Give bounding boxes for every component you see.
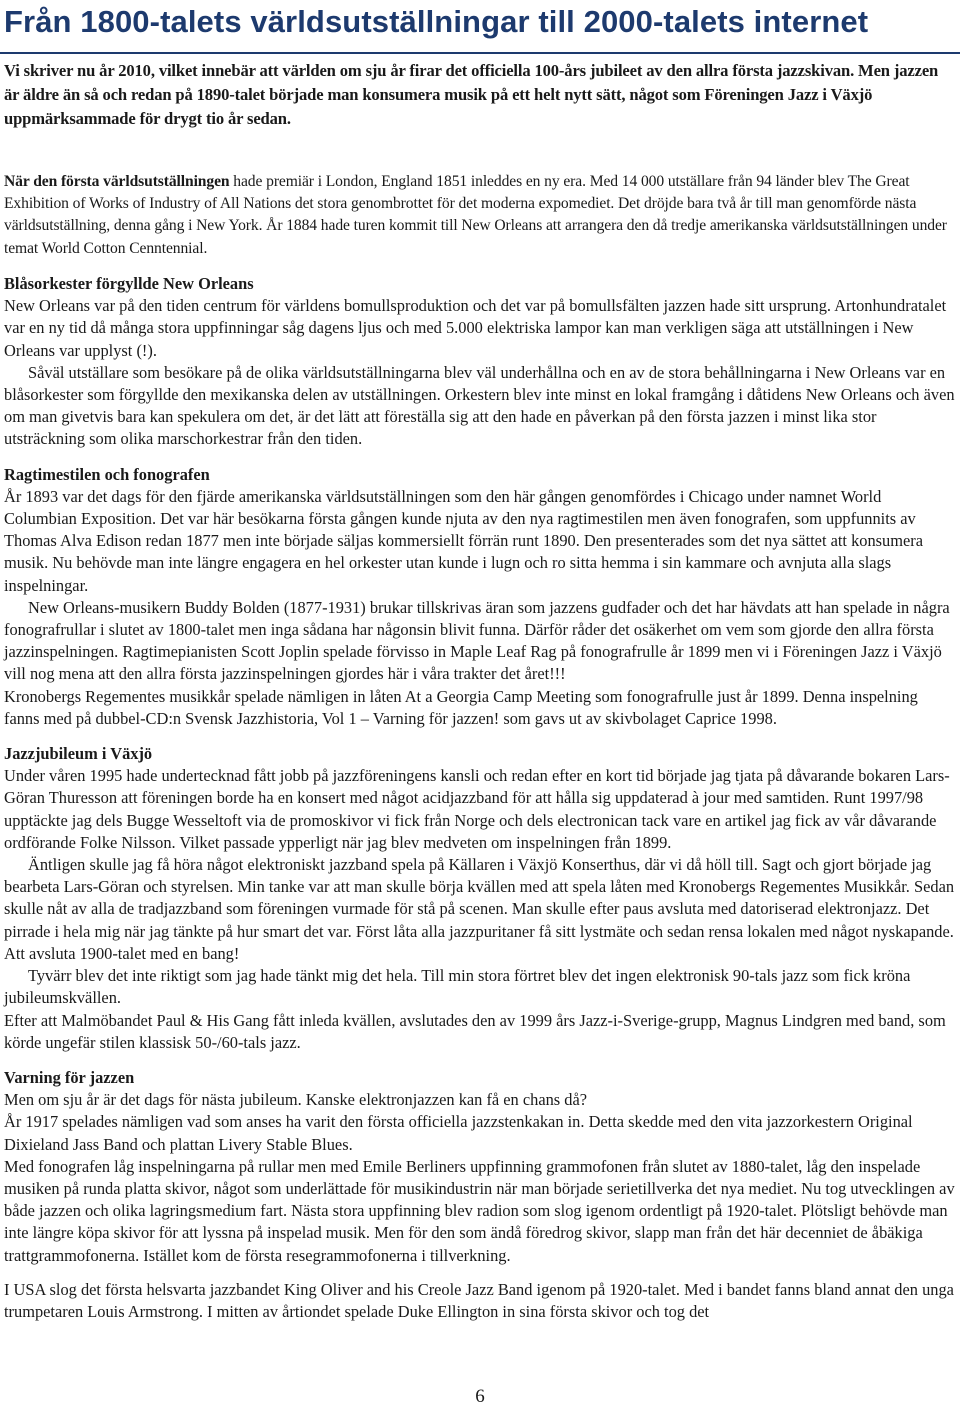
title-divider	[0, 52, 960, 54]
page-number: 6	[475, 1386, 485, 1407]
paragraph: New Orleans-musikern Buddy Bolden (1877-1931) brukar tillskrivas äran som jazzens gudfader och det har hävdats att han spelade in några fonografrullar i slutet av 1800-talet men inga sådana har någonsin blivit funna. Därför råder det osäkerhet om vem som gjorde den allra första jazzinspelningen. Ragtimepianisten Scott Joplin spelade förvisso in Maple Leaf Rag på fonografrulle år 1899 men vi i Föreningen Jazz i Växjö vill nog mena att den allra första jazzinspelningen gjordes här i våra trakter det året!!!	[4, 597, 950, 684]
section-gap	[4, 1267, 957, 1279]
section-gap	[4, 730, 957, 743]
paragraph: Med fonografen låg inspelningarna på rullar men med Emile Berliners uppfinning grammofonen från slutet av 1880-talet, låg den inspelade musiken på runda platta skivor, något som underlättade för musikindustrin när man började serietillverka det nya mediet. Nu tog utvecklingen av både jazzen och olika lagringsmedium fart. Nästa stora uppfinning blev radion som slog igenom ordentligt på 1920-talet. Plötsligt behövde man inte längre köpa skivor för att lyssna på inspelad musik. Men för den som ändå föredrog skivor, slapp man från det här decenniet de åbäkiga trattgrammofonerna. Istället kom de första resegrammofonerna i tillverkning.	[4, 1156, 955, 1265]
intro-text	[4, 171, 957, 260]
paragraph: New Orleans var på den tiden centrum för världens bomullsproduktion och det var på bomullsfälten jazzen hade sitt ursprung. Artonhundratalet var en ny tid då många stora uppfinningar såg dagens ljus och med 5.000 elektriska lampor kan man verkligen säga att utställningen i New Orleans var upplyst (!).	[4, 296, 947, 360]
section-heading-varning: Varning för jazzen	[4, 1067, 135, 1087]
paragraph: År 1893 var det dags för den fjärde amerikanska världsutställningen som den här gången genomfördes i Chicago under namnet World Columbian Exposition. Det var här besökarna första gången kunde njuta av den nya ragtimestilen men även fonografen, som uppfunnits av Thomas Alva Edison redan 1877 men inte började säljas kommersiellt förrän runt 1890. Den presenterades som det nya sättet att konsumera musik. Nu behövde man inte längre engagera en hel orkester utan kunde i lugn och ro sitta hemma i sin kammare och avnjuta alla slags inspelningar.	[4, 486, 923, 595]
paragraph: Kronobergs Regementes musikkår spelade nämligen in låten At a Georgia Camp Meeting som fonografrulle just år 1899. Denna inspelning fanns med på dubbel-CD:n Svensk Jazzhistoria, Vol 1 – Varning för jazzen! som gavs ut av skivbolaget Caprice 1998.	[4, 686, 918, 728]
lead-text: Vi skriver nu år 2010, vilket innebär att världen om sju år firar det officiella 100-års jubileet av den allra första jazzskivan. Men jazzen är äldre än så och redan på 1890-talet började man konsumera musik på ett helt nytt sätt, något som Föreningen Jazz i Växjö uppmärksammade för drygt tio år sedan.	[4, 61, 939, 129]
article-body	[4, 273, 957, 1323]
article-title: Från 1800-talets världsutställningar till 2000-talets internet	[4, 4, 869, 39]
paragraph: Äntligen skulle jag få höra något elektroniskt jazzband spela på Källaren i Växjö Konserthus, där vi då höll till. Sagt och gjort började jag bearbeta Lars-Göran och styrelsen. Min tanke var att man skulle börja kvällen med att spela låten med Kronobergs Regementes Musikkår. Sedan skulle nåt av alla de tradjazzband som föreningen vurmade för stå på scenen. Man skulle efter paus avsluta med datoriserad elektronjazz. Det pirrade i hela mig när jag tänkte på hur smart det var. Först låta alla jazzpuritaner få sitt lystmäte och sedan rensa lokalen med något nyskapande. Att avsluta 1900-talet med en bang!	[4, 855, 955, 963]
section-heading-blasorkester: Blåsorkester förgyllde New Orleans	[4, 274, 254, 293]
paragraph: I USA slog det första helsvarta jazzbandet King Oliver and his Creole Jazz Band igenom på 1920-talet. Med i bandet fanns bland annat den unga trumpetaren Louis Armstrong. I mitten av årtiondet spelade Duke Ellington in sina första skivor och tog det	[4, 1279, 954, 1321]
paragraph: Såväl utställare som besökare på de olika världsutställningarna blev väl underhållna och en av de stora behållningarna i New Orleans var en blåsorkester som förgyllde den mexikanska delen av utställningen. Orkestern blev inte minst en lokal framgång i dåtidens New Orleans och även om man givetvis bara kan spekulera om det, är det lätt att föreställa sig att den hade en påverkan på den första jazzen i minst lika stor utsträckning som olika marschorkestrar från den tiden.	[4, 362, 955, 449]
paragraph: Under våren 1995 hade undertecknad fått jobb på jazzföreningens kansli och redan efter en kort tid började jag tjata på dåvarande bokaren Lars-Göran Thuresson att föreningen borde ha en konsert med något acidjazzband för att hålla sig uppdaterad à jour med samtiden. Runt 1997/98 upptäckte jag dels Bugge Wesseltoft via de promoskivor vi fick från Norge och dels electronican tack vare en artikel jag fick av vår dåvarande ordförande Folke Nilsson. Vilket passade ypperligt när jag blev medveten om inspelningen från 1899.	[4, 766, 950, 852]
section-gap	[4, 1054, 957, 1067]
paragraph: Efter att Malmöbandet Paul & His Gang fått inleda kvällen, avslutades den av 1999 års Jazz-i-Sverige-grupp, Magnus Lindgren med band, som körde ungefär stilen klassisk 50-/60-tals jazz.	[4, 1010, 946, 1052]
intro-body-text: hade premiär i London, England 1851 inleddes en ny era. Med 14 000 utställare från 94 länder blev The Great Exhibition of Works of Industry of All Nations det stora genombrottet för det moderna expomediet. Det dröjde bara två år till man genomförde nästa världsutställning, denna gång i New York. År 1884 hade turen kommit till New Orleans att arrangera den då tredje amerikanska världsutställningen under temat World Cotton Cenntennial.	[4, 173, 947, 257]
intro-bold-text: När den första världsutställningen	[4, 173, 230, 190]
section-heading-ragtime: Ragtimestilen och fonografen	[4, 464, 210, 484]
section-gap	[4, 451, 957, 464]
paragraph: År 1917 spelades nämligen vad som anses ha varit den första officiella jazzstenkakan in. Detta skedde med den vita jazzorkestern Original Dixieland Jass Band och plattan Livery Stable Blues.	[4, 1112, 913, 1154]
paragraph: Tyvärr blev det inte riktigt som jag hade tänkt mig det hela. Till min stora förtret blev det ingen elektronisk 90-tals jazz som fick kröna jubileumskvällen.	[4, 966, 911, 1008]
intro-paragraph	[4, 171, 957, 260]
lead-paragraph	[4, 59, 957, 132]
section-heading-jazzjubileum: Jazzjubileum i Växjö	[4, 744, 153, 764]
paragraph: Men om sju år är det dags för nästa jubileum. Kanske elektronjazzen kan få en chans då?	[4, 1090, 588, 1110]
